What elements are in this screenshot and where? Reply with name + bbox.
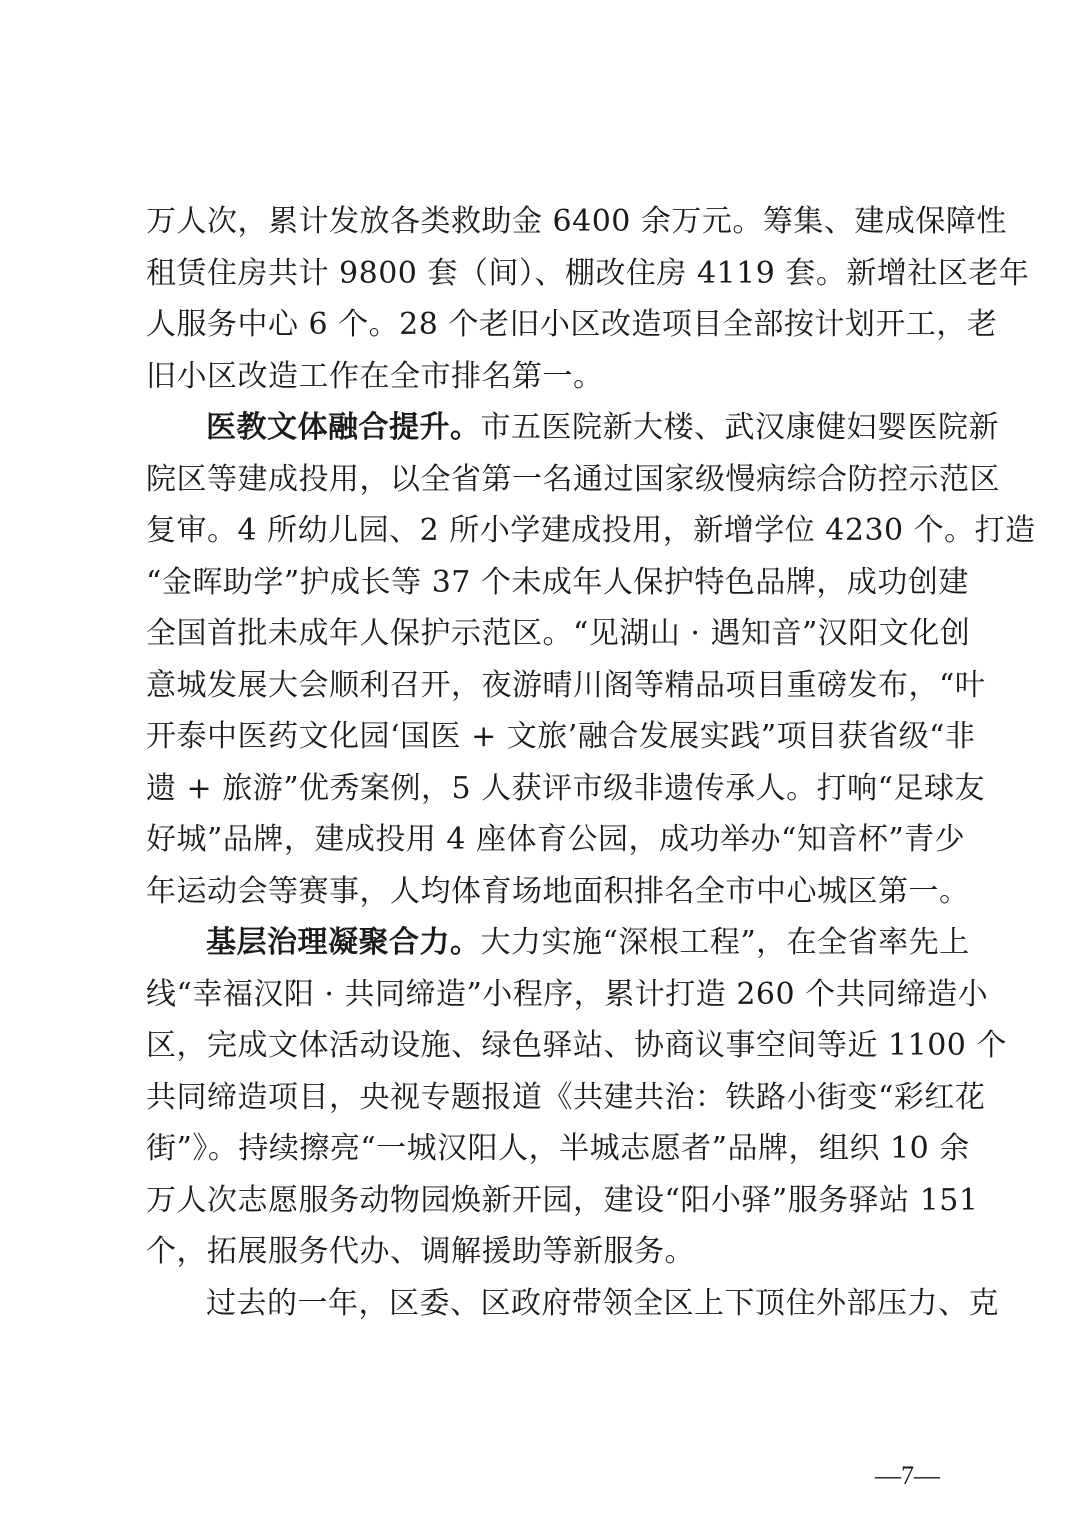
text-line: 共同缔造项目，央视专题报道《共建共治：铁路小街变“彩红花 (146, 1079, 986, 1115)
text-line: 旧小区改造工作在全市排名第一。 (146, 358, 604, 394)
paragraph-first-line: 过去的一年，区委、区政府带领全区上下顶住外部压力、克 (206, 1285, 999, 1321)
text-line: 租赁住房共计 9800 套（间）、棚改住房 4119 套。新增社区老年 (146, 255, 1030, 291)
text-line: 个，拓展服务代办、调解援助等新服务。 (146, 1234, 695, 1269)
text-line: 开泰中医药文化园‘国医 + 文旅’融合发展实践”项目获省级“非 (146, 719, 976, 754)
text-line: 线“幸福汉阳 · 共同缔造”小程序，累计打造 260 个共同缔造小 (146, 976, 989, 1012)
text-line: 年运动会等赛事，人均体育场地面积排名全市中心城区第一。 (146, 873, 970, 909)
text-line: 人服务中心 6 个。28 个老旧小区改造项目全部按计划开工，老 (146, 307, 998, 342)
text-line: 遗 + 旅游”优秀案例，5 人获评市级非遗传承人。打响“足球友 (146, 770, 986, 806)
text-line: “金晖助学”护成长等 37 个未成年人保护特色品牌，成功创建 (146, 564, 969, 600)
text-run: 市五医院新大楼、武汉康健妇婴医院新 (480, 410, 999, 445)
paragraph-heading: 医教文体融合提升。 (206, 410, 481, 445)
text-line: 意城发展大会顺利召开，夜游晴川阁等精品项目重磅发布，“叶 (146, 667, 986, 703)
text-line: 复审。4 所幼儿园、2 所小学建成投用，新增学位 4230 个。打造 (146, 513, 1036, 548)
text-line: 好城”品牌，建成投用 4 座体育公园，成功举办“知音杯”青少 (146, 822, 966, 857)
paragraph-heading: 基层治理凝聚合力。 (206, 925, 481, 960)
text-run: 大力实施“深根工程”，在全省率先上 (480, 925, 970, 960)
page-number: —7— (875, 1461, 940, 1490)
text-line: 全国首批未成年人保护示范区。“见湖山 · 遇知音”汉阳文化创 (146, 616, 971, 651)
body-text (146, 196, 1036, 1329)
text-line: 万人次志愿服务动物园焕新开园，建设“阳小驿”服务驿站 151 (146, 1182, 979, 1218)
text-line: 万人次，累计发放各类救助金 6400 余万元。筹集、建成保障性 (146, 204, 1007, 239)
text-line: 区，完成文体活动设施、绿色驿站、协商议事空间等近 1100 个 (146, 1028, 1007, 1063)
paragraph-first-line (146, 402, 999, 454)
text-line: 院区等建成投用，以全省第一名通过国家级慢病综合防控示范区 (146, 461, 1000, 497)
text-line: 街”》。持续擦亮“一城汉阳人，半城志愿者”品牌，组织 10 余 (146, 1131, 970, 1166)
paragraph-first-line (146, 917, 970, 969)
